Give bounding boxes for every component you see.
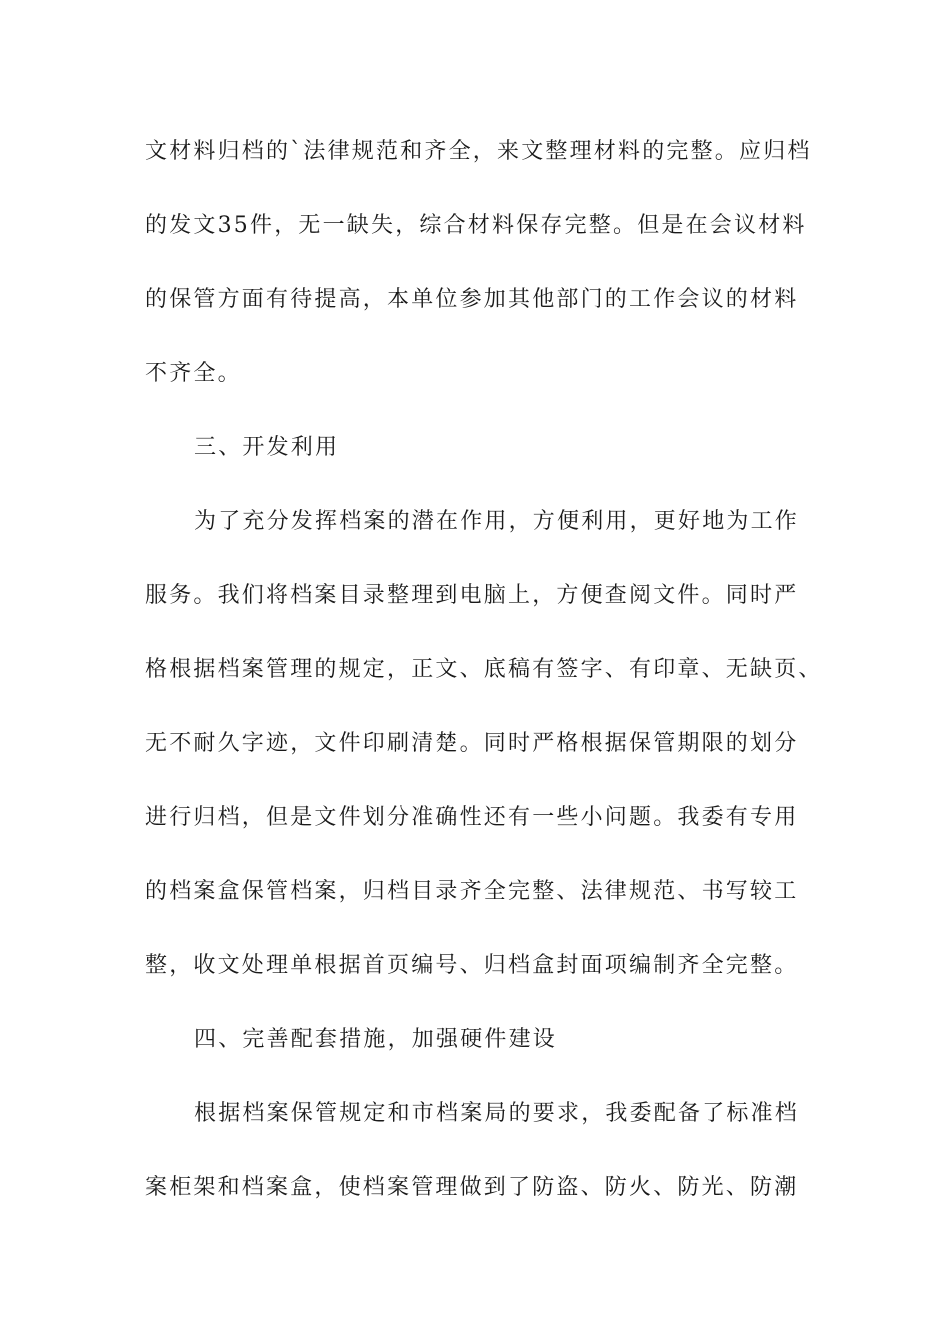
paragraph-line: 根据档案保管规定和市档案局的要求，我委配备了标准档 (194, 1101, 800, 1126)
paragraph-line: 的档案盒保管档案，归档目录齐全完整、法律规范、书写较工 (145, 879, 799, 904)
paragraph-line: 为了充分发挥档案的潜在作用，方便利用，更好地为工作 (194, 509, 800, 534)
paragraph-line: 案柜架和档案盒，使档案管理做到了防盗、防火、防光、防潮 (145, 1175, 799, 1200)
paragraph-line: 无不耐久字迹，文件印刷清楚。同时严格根据保管期限的划分 (145, 731, 799, 756)
paragraph-line: 格根据档案管理的规定，正文、底稿有签字、有印章、无缺页、 (145, 657, 823, 682)
paragraph-line: 的发文35件，无一缺失，综合材料保存完整。但是在会议材料 (145, 213, 807, 238)
paragraph-line: 进行归档，但是文件划分准确性还有一些小问题。我委有专用 (145, 805, 799, 830)
paragraph-line: 服务。我们将档案目录整理到电脑上，方便查阅文件。同时严 (145, 583, 799, 608)
paragraph-line: 文材料归档的`法律规范和齐全，来文整理材料的完整。应归档 (145, 139, 812, 164)
section-heading: 四、完善配套措施，加强硬件建设 (194, 1027, 558, 1052)
paragraph-line: 的保管方面有待提高，本单位参加其他部门的工作会议的材料 (145, 287, 799, 312)
paragraph-line: 不齐全。 (145, 361, 242, 386)
section-heading: 三、开发利用 (194, 435, 340, 460)
paragraph-line: 整，收文处理单根据首页编号、归档盒封面项编制齐全完整。 (145, 953, 799, 978)
